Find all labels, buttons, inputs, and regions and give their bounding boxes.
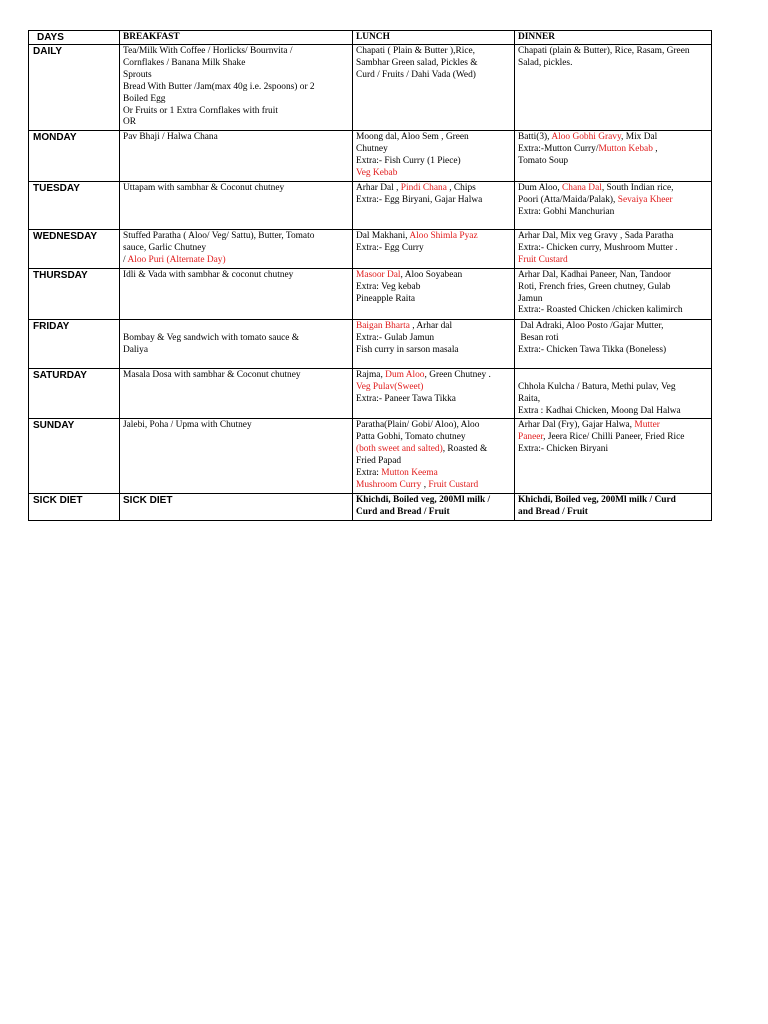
sunday-breakfast: Jalebi, Poha / Upma with Chutney bbox=[120, 419, 353, 493]
sick-lunch bbox=[353, 493, 515, 520]
saturday-dinner bbox=[515, 368, 712, 419]
lunch-header: LUNCH bbox=[353, 31, 515, 45]
monday-dinner bbox=[515, 131, 712, 182]
text-line: Curd / Fruits / Dahi Vada (Wed) bbox=[356, 69, 476, 80]
row-monday bbox=[29, 131, 712, 182]
text-line: Khichdi, Boiled veg, 200Ml milk / bbox=[356, 494, 491, 505]
text-segment: , bbox=[421, 479, 429, 490]
text-line: Extra:- Chicken Biryani bbox=[518, 444, 609, 455]
day-label: FRIDAY bbox=[29, 319, 120, 368]
text-line: Roti, French fries, Green chutney, Gulab bbox=[518, 281, 671, 292]
highlight-text: Mushroom Curry bbox=[356, 479, 422, 490]
text-line: Moong dal, Aloo Sem , Green bbox=[356, 132, 469, 143]
row-tuesday bbox=[29, 181, 712, 229]
text-line: OR bbox=[123, 117, 137, 128]
text-line: Extra:- Egg Biryani, Gajar Halwa bbox=[356, 194, 483, 205]
days-header: DAYS bbox=[29, 31, 120, 45]
highlight-text: Pindi Chana bbox=[400, 182, 447, 193]
text-line: Fish curry in sarson masala bbox=[356, 344, 459, 355]
text-line: Bread With Butter /Jam(max 40g i.e. 2spoons) or 2 bbox=[123, 81, 315, 92]
sunday-dinner bbox=[515, 419, 712, 493]
monday-breakfast: Pav Bhaji / Halwa Chana bbox=[120, 131, 353, 182]
text-segment: , Roasted & bbox=[442, 444, 488, 455]
text-segment: , Arhar dal bbox=[409, 320, 453, 331]
saturday-breakfast: Masala Dosa with sambhar & Coconut chutney bbox=[120, 368, 353, 419]
wednesday-dinner bbox=[515, 229, 712, 268]
text-line: Tomato Soup bbox=[518, 156, 569, 167]
text-line: Extra:- Chicken curry, Mushroom Mutter . bbox=[518, 242, 678, 253]
day-label: SUNDAY bbox=[29, 419, 120, 493]
thursday-lunch bbox=[353, 268, 515, 319]
highlight-text: Aloo Shimla Pyaz bbox=[409, 230, 478, 241]
highlight-text: Sevaiya Kheer bbox=[617, 194, 673, 205]
row-wednesday bbox=[29, 229, 712, 268]
sunday-lunch bbox=[353, 419, 515, 493]
highlight-text: Masoor Dal bbox=[356, 269, 401, 280]
dinner-header: DINNER bbox=[515, 31, 712, 45]
text-line: Pineapple Raita bbox=[356, 293, 416, 304]
row-saturday bbox=[29, 368, 712, 419]
highlight-text: Mutter bbox=[634, 420, 660, 431]
row-sick-diet bbox=[29, 493, 712, 520]
text-line: Sambhar Green salad, Pickles & bbox=[356, 57, 478, 68]
header-row bbox=[29, 31, 712, 45]
text-segment: Poori (Atta/Maida/Palak), bbox=[518, 194, 618, 205]
text-segment: , South Indian rice, bbox=[601, 182, 674, 193]
text-line: Daliya bbox=[123, 344, 148, 355]
text-segment: Arhar Dal , bbox=[356, 182, 401, 193]
saturday-lunch bbox=[353, 368, 515, 419]
text-segment: , Green Chutney . bbox=[424, 369, 491, 380]
text-line: Curd and Bread / Fruit bbox=[356, 506, 450, 517]
highlight-text: Veg Kebab bbox=[356, 168, 398, 179]
text-segment: / bbox=[123, 254, 128, 265]
sick-breakfast: SICK DIET bbox=[120, 493, 353, 520]
text-segment: Dal Makhani, bbox=[356, 230, 410, 241]
day-label: SICK DIET bbox=[29, 493, 120, 520]
friday-breakfast bbox=[120, 319, 353, 368]
text-line: Extra:- Fish Curry (1 Piece) bbox=[356, 156, 461, 167]
text-line: Raita, bbox=[518, 393, 541, 404]
sick-dinner bbox=[515, 493, 712, 520]
text-line: Boiled Egg bbox=[123, 93, 166, 104]
day-label: TUESDAY bbox=[29, 181, 120, 229]
daily-breakfast bbox=[120, 45, 353, 131]
wednesday-breakfast bbox=[120, 229, 353, 268]
text-line: Arhar Dal, Kadhai Paneer, Nan, Tandoor bbox=[518, 269, 671, 280]
highlight-text: (both sweet and salted) bbox=[356, 444, 443, 455]
row-thursday bbox=[29, 268, 712, 319]
text-line: Extra:- Chicken Tawa Tikka (Boneless) bbox=[518, 344, 667, 355]
text-segment: Dum Aloo, bbox=[518, 182, 563, 193]
daily-lunch bbox=[353, 45, 515, 131]
thursday-dinner bbox=[515, 268, 712, 319]
text-line: Fried Papad bbox=[356, 456, 402, 467]
highlight-text: Aloo Gobhi Gravy bbox=[551, 132, 622, 143]
text-line: Salad, pickles. bbox=[518, 57, 573, 68]
day-label: THURSDAY bbox=[29, 268, 120, 319]
highlight-text: Paneer bbox=[518, 432, 544, 443]
highlight-text: Veg Pulav(Sweet) bbox=[356, 381, 424, 392]
highlight-text: Baigan Bharta bbox=[356, 320, 410, 331]
text-segment: , Mix Dal bbox=[621, 132, 658, 143]
day-label: DAILY bbox=[29, 45, 120, 131]
breakfast-header: BREAKFAST bbox=[120, 31, 353, 45]
tuesday-dinner bbox=[515, 181, 712, 229]
text-line: sauce, Garlic Chutney bbox=[123, 242, 207, 253]
tuesday-breakfast: Uttapam with sambhar & Coconut chutney bbox=[120, 181, 353, 229]
text-segment: Batti(3), bbox=[518, 132, 552, 143]
highlight-text: Dum Aloo bbox=[385, 369, 425, 380]
tuesday-lunch bbox=[353, 181, 515, 229]
daily-dinner bbox=[515, 45, 712, 131]
text-segment: Extra: bbox=[356, 468, 382, 479]
highlight-text: Aloo Puri (Alternate Day) bbox=[127, 254, 226, 265]
text-line: Khichdi, Boiled veg, 200Ml milk / Curd bbox=[518, 494, 676, 505]
row-sunday bbox=[29, 419, 712, 493]
text-line: Chapati (plain & Butter), Rice, Rasam, Green bbox=[518, 46, 690, 56]
text-line: Jamun bbox=[518, 293, 543, 304]
text-line: Chhola Kulcha / Batura, Methi pulav, Veg bbox=[518, 381, 676, 392]
highlight-text: Fruit Custard bbox=[428, 479, 479, 490]
row-friday bbox=[29, 319, 712, 368]
day-label: MONDAY bbox=[29, 131, 120, 182]
text-line: Arhar Dal, Mix veg Gravy , Sada Paratha bbox=[518, 230, 674, 241]
wednesday-lunch bbox=[353, 229, 515, 268]
highlight-text: Mutton Keema bbox=[381, 468, 438, 479]
text-line: Extra:- Roasted Chicken /chicken kalimirch bbox=[518, 305, 683, 316]
text-segment: , Aloo Soyabean bbox=[400, 269, 463, 280]
thursday-breakfast: Idli & Vada with sambhar & coconut chutney bbox=[120, 268, 353, 319]
text-line: Cornflakes / Banana Milk Shake bbox=[123, 57, 246, 68]
highlight-text: Mutton Kebab bbox=[598, 144, 653, 155]
text-line: Besan roti bbox=[518, 332, 559, 343]
row-daily bbox=[29, 45, 712, 131]
highlight-text: Fruit Custard bbox=[518, 254, 568, 265]
text-segment: , Chips bbox=[446, 182, 476, 193]
text-line: Extra : Kadhai Chicken, Moong Dal Halwa bbox=[518, 405, 681, 416]
friday-dinner bbox=[515, 319, 712, 368]
text-line: Stuffed Paratha ( Aloo/ Veg/ Sattu), Butter, Tomato bbox=[123, 230, 315, 241]
text-line: Patta Gobhi, Tomato chutney bbox=[356, 432, 466, 443]
text-segment: Rajma, bbox=[356, 369, 386, 380]
text-line: Extra: Gobhi Manchurian bbox=[518, 206, 615, 217]
weekly-menu-table bbox=[28, 30, 712, 521]
text-line: Chapati ( Plain & Butter ),Rice, bbox=[356, 46, 475, 56]
text-segment: , bbox=[652, 144, 658, 155]
text-line: Dal Adraki, Aloo Posto /Gajar Mutter, bbox=[518, 320, 664, 331]
text-line: Or Fruits or 1 Extra Cornflakes with fruit bbox=[123, 105, 278, 116]
text-segment: Extra:-Mutton Curry/ bbox=[518, 144, 599, 155]
text-line: Extra:- Paneer Tawa Tikka bbox=[356, 393, 456, 404]
text-line: Tea/Milk With Coffee / Horlicks/ Bournvita / bbox=[123, 46, 293, 56]
text-line: Extra:- Egg Curry bbox=[356, 242, 424, 253]
monday-lunch bbox=[353, 131, 515, 182]
text-line: Chutney bbox=[356, 144, 388, 155]
text-segment: Arhar Dal (Fry), Gajar Halwa, bbox=[518, 420, 635, 431]
text-line: Extra: Veg kebab bbox=[356, 281, 421, 292]
friday-lunch bbox=[353, 319, 515, 368]
day-label: WEDNESDAY bbox=[29, 229, 120, 268]
text-segment: , Jeera Rice/ Chilli Paneer, Fried Rice bbox=[543, 432, 685, 443]
text-line: Extra:- Gulab Jamun bbox=[356, 332, 435, 343]
day-label: SATURDAY bbox=[29, 368, 120, 419]
text-line: Paratha(Plain/ Gobi/ Aloo), Aloo bbox=[356, 420, 480, 431]
text-line: and Bread / Fruit bbox=[518, 506, 588, 517]
text-line: Bombay & Veg sandwich with tomato sauce & bbox=[123, 332, 300, 343]
highlight-text: Chana Dal bbox=[562, 182, 602, 193]
text-line: Sprouts bbox=[123, 69, 152, 80]
